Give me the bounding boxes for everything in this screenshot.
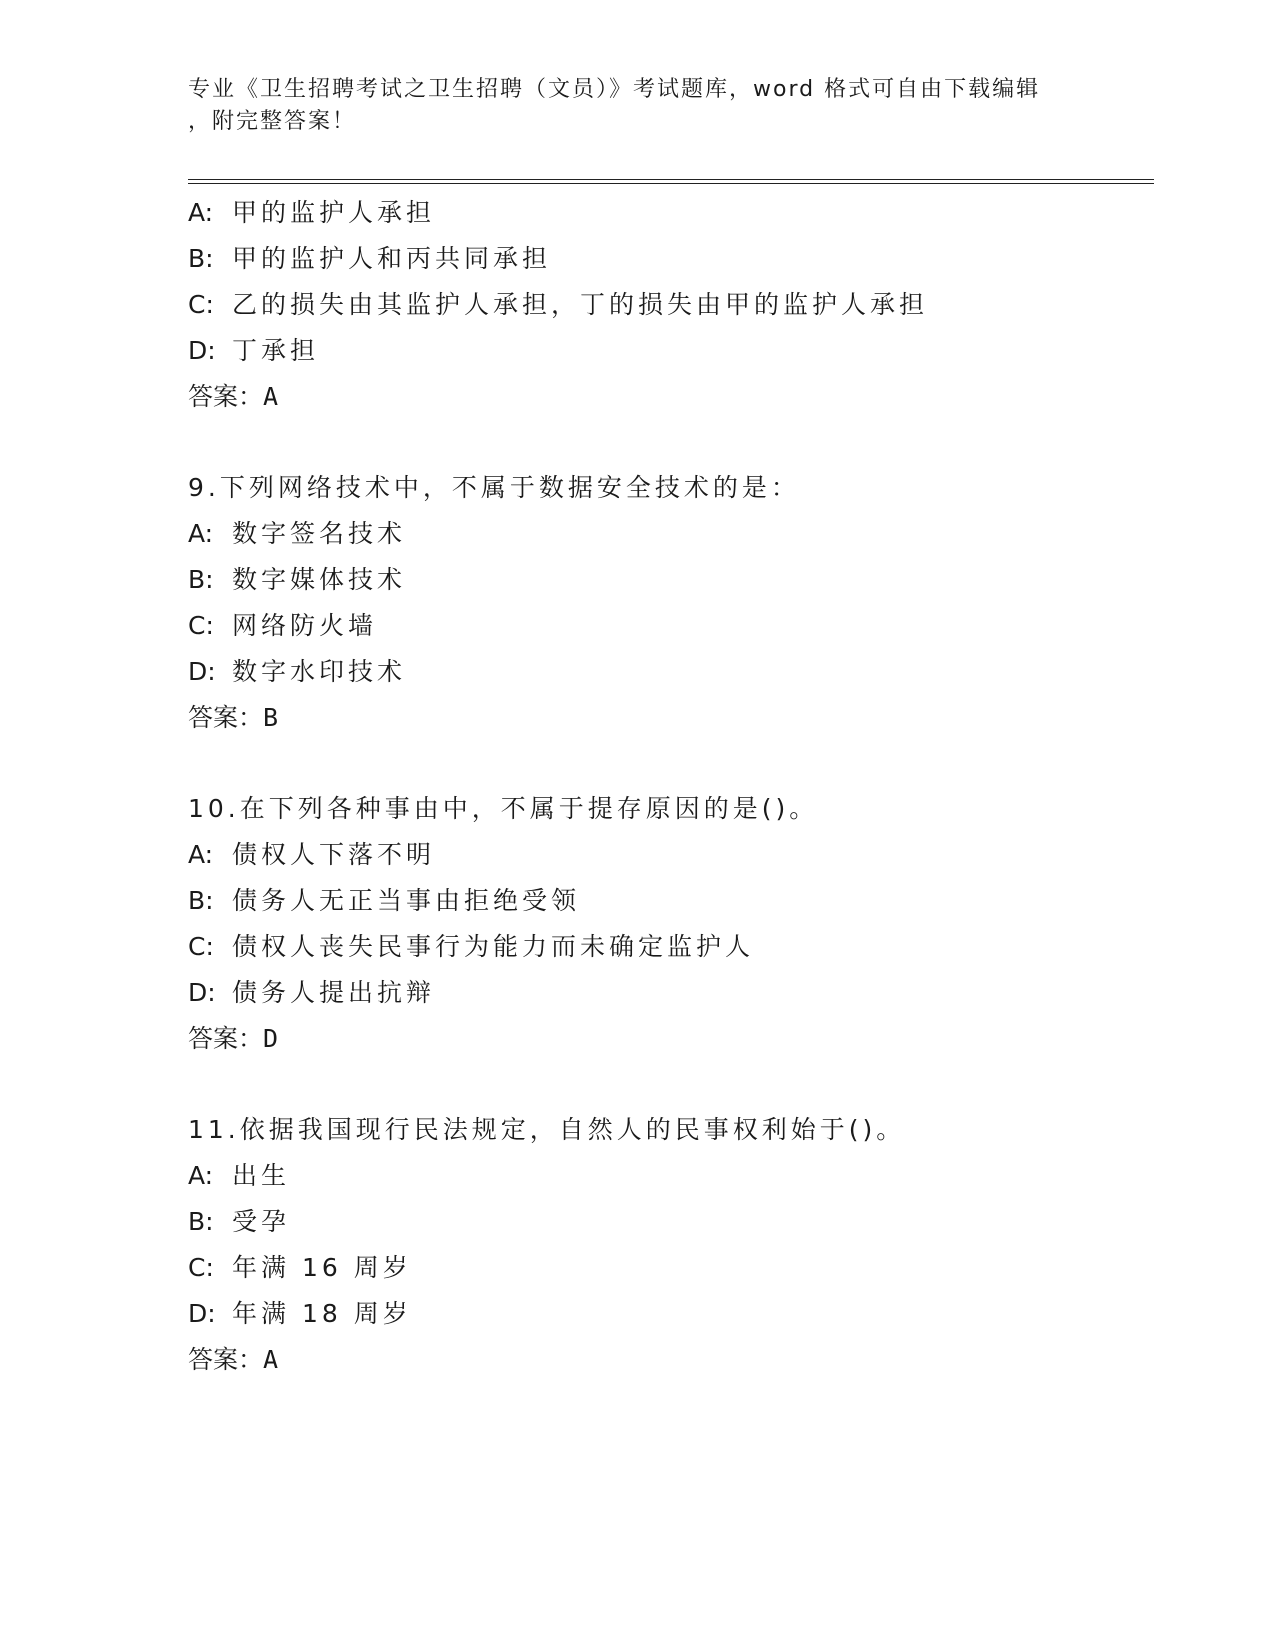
option-key: A:: [188, 840, 214, 869]
option-d: [188, 970, 1148, 1016]
option-text: 数字签名技术: [232, 519, 407, 548]
option-a: [188, 832, 1148, 878]
answer-line: 答案：D: [188, 1024, 279, 1053]
option-c: [188, 603, 1148, 649]
option-text: 出生: [232, 1161, 291, 1190]
option-text: 乙的损失由其监护人承担，丁的损失由甲的监护人承担: [232, 290, 929, 319]
option-text: 年满 18 周岁: [232, 1299, 412, 1328]
option-c: [188, 924, 1148, 970]
block-spacer: [188, 420, 1148, 465]
question-block: [188, 1107, 1148, 1383]
option-text: 数字媒体技术: [232, 565, 407, 594]
question-block: [188, 190, 1148, 420]
block-spacer: [188, 1062, 1148, 1107]
header-divider-bottom: [188, 183, 1154, 184]
option-key: A:: [188, 519, 214, 548]
option-key: A:: [188, 1161, 214, 1190]
option-d: [188, 328, 1148, 374]
option-text: 债务人提出抗辩: [232, 978, 436, 1007]
option-key: D:: [188, 1299, 216, 1328]
question-text: 9.下列网络技术中，不属于数据安全技术的是：: [188, 473, 800, 502]
question-text: 10.在下列各种事由中，不属于提存原因的是()。: [188, 794, 819, 823]
option-c: [188, 282, 1148, 328]
option-key: D:: [188, 336, 216, 365]
option-key: B:: [188, 565, 214, 594]
option-text: 甲的监护人和丙共同承担: [232, 244, 552, 273]
option-text: 债务人无正当事由拒绝受领: [232, 886, 581, 915]
question-text: 11.依据我国现行民法规定，自然人的民事权利始于()。: [188, 1115, 906, 1144]
option-key: C:: [188, 611, 214, 640]
option-b: [188, 557, 1148, 603]
option-c: [188, 1245, 1148, 1291]
option-text: 网络防火墙: [232, 611, 378, 640]
option-text: 债权人下落不明: [232, 840, 436, 869]
option-key: B:: [188, 244, 214, 273]
answer-line: 答案：B: [188, 703, 279, 732]
option-key: A:: [188, 198, 214, 227]
option-key: C:: [188, 290, 214, 319]
option-d: [188, 649, 1148, 695]
header-line-1: 专业《卫生招聘考试之卫生招聘（文员）》考试题库，word 格式可自由下载编辑: [188, 77, 1041, 102]
question-list: [188, 190, 1148, 1383]
option-key: B:: [188, 1207, 214, 1236]
option-text: 年满 16 周岁: [232, 1253, 412, 1282]
option-text: 数字水印技术: [232, 657, 407, 686]
question-block: [188, 786, 1148, 1062]
option-key: D:: [188, 657, 216, 686]
option-text: 丁承担: [232, 336, 320, 365]
option-key: C:: [188, 932, 214, 961]
header-divider-top: [188, 179, 1154, 180]
option-a: [188, 1153, 1148, 1199]
answer-line: 答案：A: [188, 382, 279, 411]
option-a: [188, 511, 1148, 557]
option-key: B:: [188, 886, 214, 915]
block-spacer: [188, 741, 1148, 786]
option-text: 受孕: [232, 1207, 291, 1236]
option-key: D:: [188, 978, 216, 1007]
option-a: [188, 190, 1148, 236]
option-text: 债权人丧失民事行为能力而未确定监护人: [232, 932, 755, 961]
document-header: [188, 74, 1088, 138]
option-b: [188, 1199, 1148, 1245]
option-d: [188, 1291, 1148, 1337]
header-line-2: ，附完整答案！: [188, 109, 357, 134]
option-text: 甲的监护人承担: [232, 198, 436, 227]
option-key: C:: [188, 1253, 214, 1282]
option-b: [188, 236, 1148, 282]
answer-line: 答案：A: [188, 1345, 279, 1374]
option-b: [188, 878, 1148, 924]
question-block: [188, 465, 1148, 741]
